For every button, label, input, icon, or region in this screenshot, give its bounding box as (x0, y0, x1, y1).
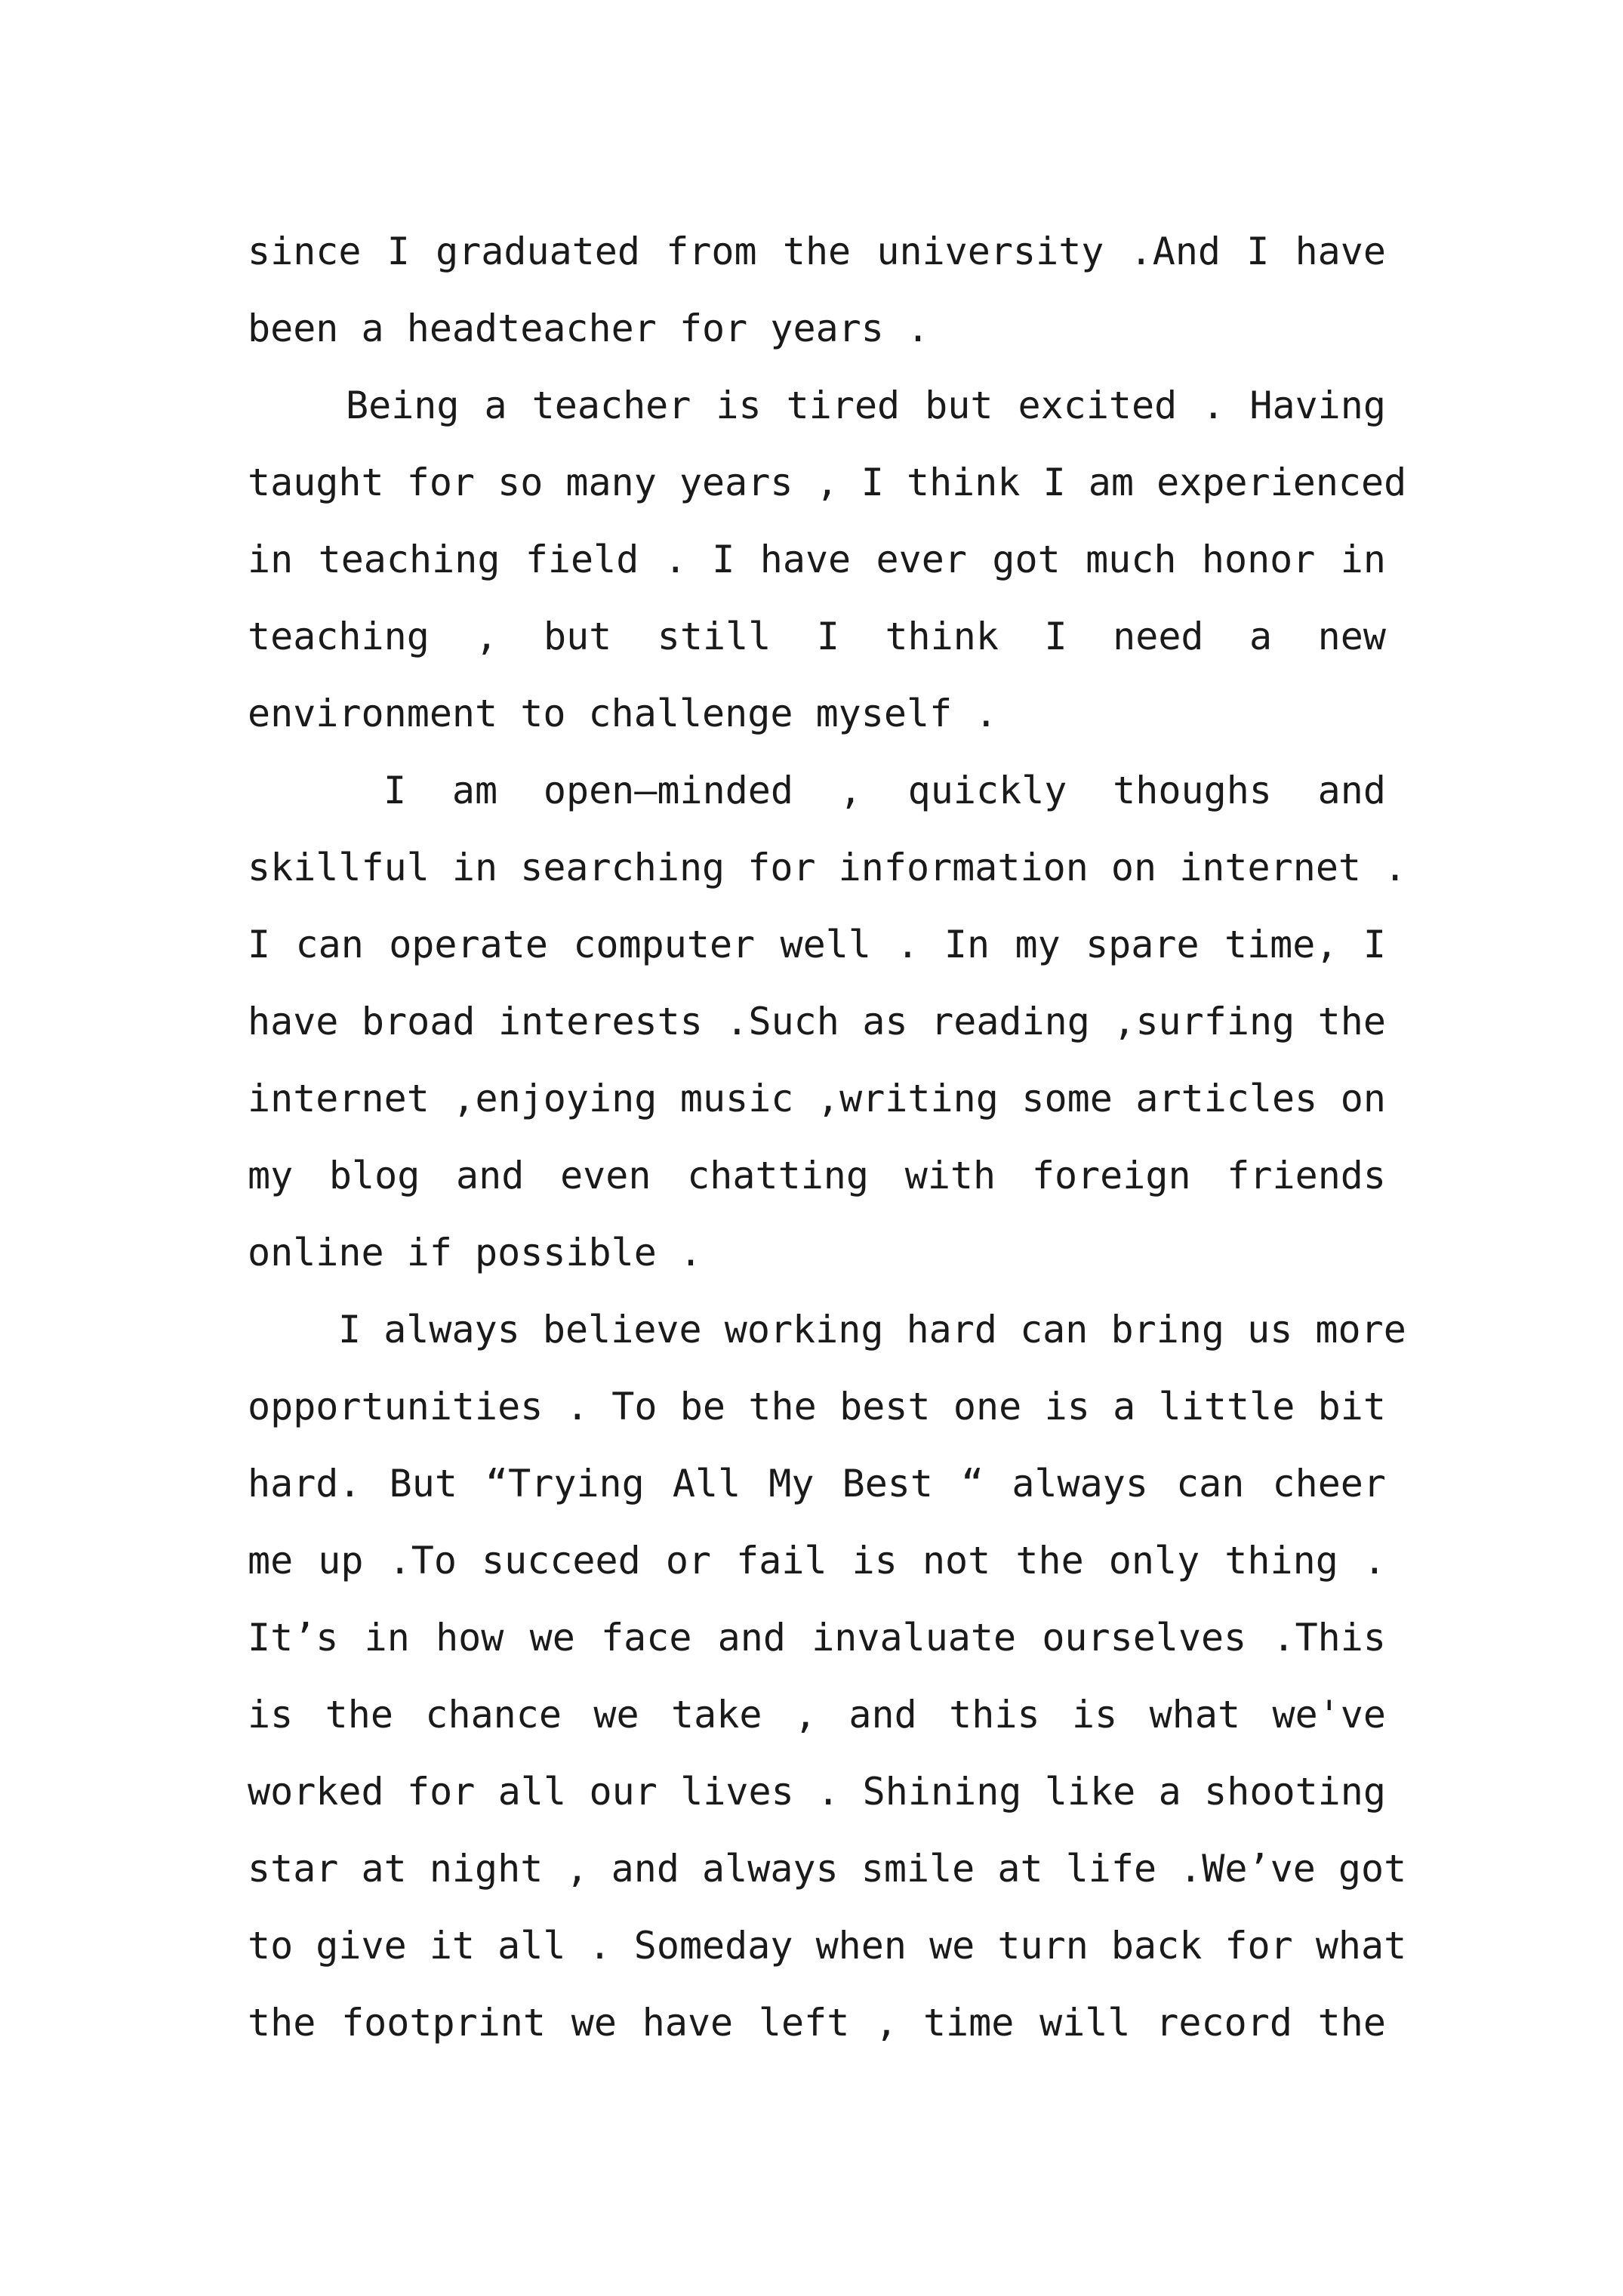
text-line-2: been a headteacher for years . (248, 307, 930, 350)
text-line-24: the footprint we have left , time will record the (248, 2001, 1386, 2045)
text-line-9: skillful in searching for information on internet . (248, 846, 1407, 889)
text-line-14: online if possible . (248, 1231, 703, 1274)
text-line-13: my blog and even chatting with foreign friends (248, 1154, 1386, 1197)
text-line-21: worked for all our lives . Shining like a shooting (248, 1770, 1386, 1814)
text-line-1: since I graduated from the university .And I have (248, 230, 1386, 273)
body-text (248, 213, 1407, 2061)
text-line-12: internet ,enjoying music ,writing some articles on (248, 1077, 1386, 1120)
text-line-16: opportunities . To be the best one is a little bit (248, 1385, 1386, 1428)
text-line-4: taught for so many years , I think I am experienced (248, 461, 1407, 504)
text-line-17: hard. But “Trying All My Best “ always can cheer (248, 1462, 1386, 1505)
text-line-18: me up .To succeed or fail is not the only thing . (248, 1539, 1386, 1583)
text-line-23: to give it all . Someday when we turn back for what (248, 1924, 1407, 1968)
text-line-7: environment to challenge myself . (248, 692, 998, 735)
text-line-11: have broad interests .Such as reading ,surfing the (248, 1000, 1386, 1043)
text-line-20: is the chance we take , and this is what we've (248, 1693, 1386, 1737)
text-line-15: I always believe working hard can bring us more (338, 1308, 1406, 1351)
text-line-3: Being a teacher is tired but excited . Having (346, 384, 1386, 427)
text-line-10: I can operate computer well . In my spare time, I (248, 923, 1386, 966)
text-line-8: I am open—minded , quickly thoughs and (383, 769, 1386, 812)
text-line-5: in teaching field . I have ever got much honor in (248, 538, 1386, 581)
text-line-6: teaching , but still I think I need a new (248, 615, 1386, 658)
text-line-19: It’s in how we face and invaluate ourselves .This (248, 1616, 1386, 1660)
text-line-22: star at night , and always smile at life .We’ve got (248, 1847, 1407, 1891)
